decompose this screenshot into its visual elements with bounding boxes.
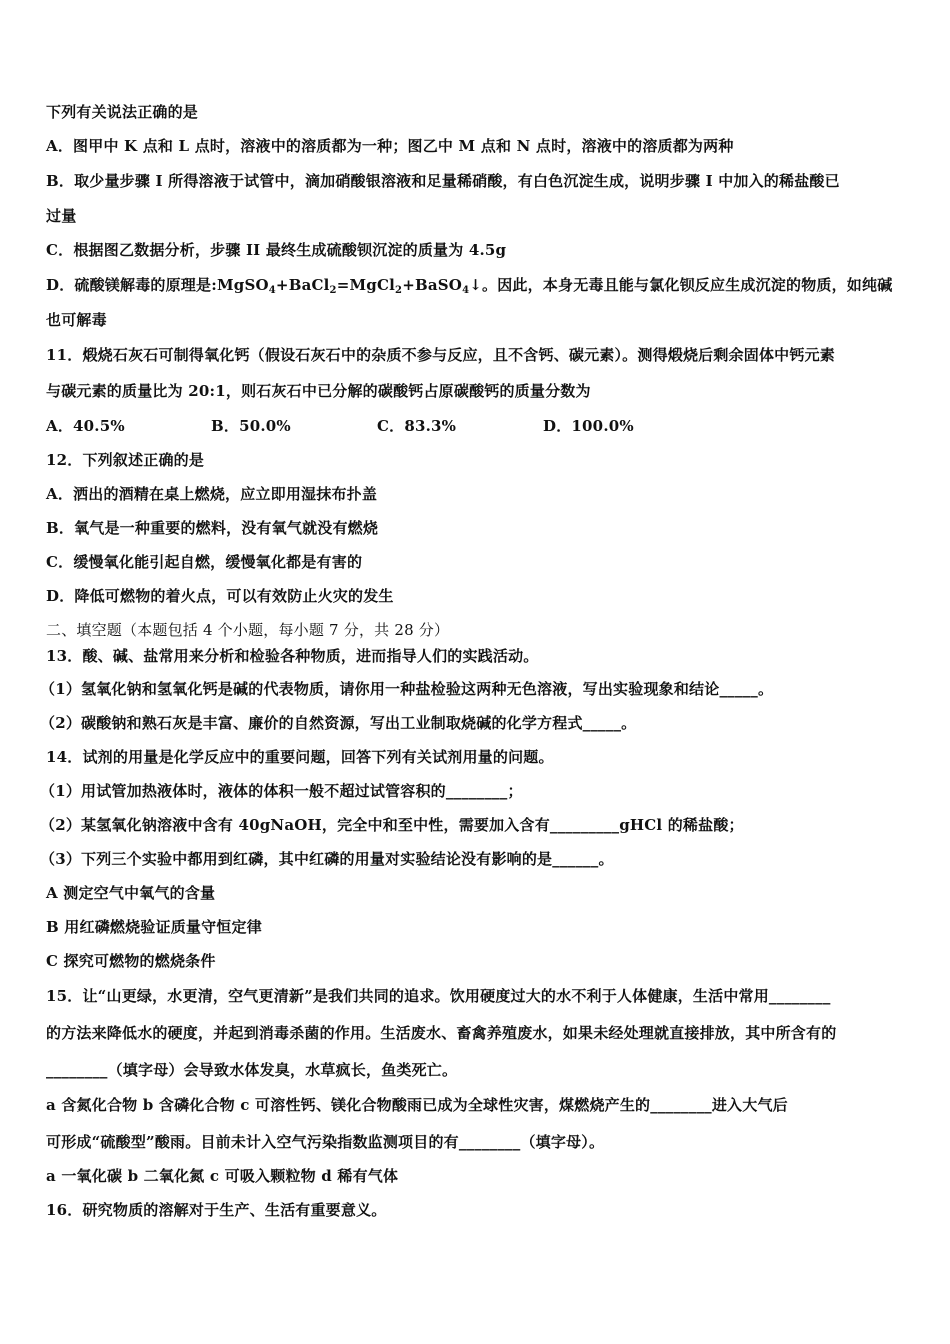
q11-stem-line1: 11．煅烧石灰石可制得氧化钙（假设石灰石中的杂质不参与反应，且不含钙、碳元素）。测得煅烧后剩余固体中钙元素 <box>46 346 835 364</box>
q11-option-a: A．40.5% <box>46 417 125 435</box>
q16-stem: 16．研究物质的溶解对于生产、生活有重要意义。 <box>46 1201 387 1219</box>
q14-part3: （3）下列三个实验中都用到红磷，其中红磷的用量对实验结论没有影响的是______。 <box>40 850 614 868</box>
q11-option-b: B．50.0% <box>211 417 291 435</box>
q10-option-b-line2: 过量 <box>46 207 77 225</box>
subscript: 4 <box>462 285 470 296</box>
q15-line4: a 含氮化合物 b 含磷化合物 c 可溶性钙、镁化合物酸雨已成为全球性灾害，煤燃烧产生的________进入大气后 <box>46 1096 788 1114</box>
q15-line2: 的方法来降低水的硬度，并起到消毒杀菌的作用。生活废水、畜禽养殖废水，如果未经处理就直接排放，其中所含有的 <box>46 1024 837 1042</box>
subscript: 2 <box>329 285 337 296</box>
q10-d-text: =MgCl <box>336 276 396 294</box>
q15-line1: 15．让“山更绿，水更清，空气更清新”是我们共同的追求。饮用硬度过大的水不利于人体健康，生活中常用________ <box>46 987 831 1005</box>
q10-option-c: C．根据图乙数据分析，步骤 II 最终生成硫酸钡沉淀的质量为 4.5g <box>46 241 507 259</box>
q14-choice-c: C 探究可燃物的燃烧条件 <box>46 952 216 970</box>
q12-option-a: A．洒出的酒精在桌上燃烧，应立即用湿抹布扑盖 <box>46 485 378 503</box>
q14-part2: （2）某氢氧化钠溶液中含有 40gNaOH，完全中和至中性，需要加入含有_________gHCl 的稀盐酸； <box>40 816 744 834</box>
q12-option-d: D．降低可燃物的着火点，可以有效防止火灾的发生 <box>46 587 394 605</box>
q14-choice-a: A 测定空气中氧气的含量 <box>46 884 216 902</box>
q15-line3: ________（填字母）会导致水体发臭，水草疯长，鱼类死亡。 <box>46 1061 458 1079</box>
q10-option-d-line1 <box>46 275 906 295</box>
subscript: 4 <box>268 285 276 296</box>
q10-d-text: +BaCl <box>275 276 330 294</box>
q10-option-b-line1: B．取少量步骤 I 所得溶液于试管中，滴加硝酸银溶液和足量稀硝酸，有白色沉淀生成，说明步骤 I 中加入的稀盐酸已 <box>46 172 840 190</box>
q11-stem-line2: 与碳元素的质量比为 20:1，则石灰石中已分解的碳酸钙占原碳酸钙的质量分数为 <box>46 382 591 400</box>
q10-stem: 下列有关说法正确的是 <box>46 103 199 121</box>
q15-line5: 可形成“硫酸型”酸雨。目前未计入空气污染指数监测项目的有________（填字母）。 <box>46 1133 605 1151</box>
q12-option-b: B．氧气是一种重要的燃料，没有氧气就没有燃烧 <box>46 519 379 537</box>
q15-line6: a 一氧化碳 b 二氧化氮 c 可吸入颗粒物 d 稀有气体 <box>46 1167 399 1185</box>
q12-option-c: C．缓慢氧化能引起自燃，缓慢氧化都是有害的 <box>46 553 363 571</box>
q10-d-text: D．硫酸镁解毒的原理是:MgSO <box>46 276 269 294</box>
section-2-heading: 二、填空题（本题包括 4 个小题，每小题 7 分，共 28 分） <box>46 621 450 639</box>
q10-d-text: ↓。因此，本身无毒且能与氯化钡反应生成沉淀的物质，如纯碱 <box>469 276 893 294</box>
q11-option-c: C．83.3% <box>377 417 457 435</box>
q14-part1: （1）用试管加热液体时，液体的体积一般不超过试管容积的________； <box>40 782 523 800</box>
q10-option-a: A．图甲中 K 点和 L 点时，溶液中的溶质都为一种；图乙中 M 点和 N 点时，溶液中的溶质都为两种 <box>46 137 734 155</box>
q12-stem: 12．下列叙述正确的是 <box>46 451 205 469</box>
q13-part2: （2）碳酸钠和熟石灰是丰富、廉价的自然资源，写出工业制取烧碱的化学方程式_____。 <box>40 714 637 732</box>
subscript: 2 <box>395 285 403 296</box>
q13-stem: 13．酸、碱、盐常用来分析和检验各种物质，进而指导人们的实践活动。 <box>46 647 539 665</box>
q13-part1: （1）氢氧化钠和氢氧化钙是碱的代表物质，请你用一种盐检验这两种无色溶液，写出实验现象和结论_____。 <box>40 680 774 698</box>
q11-options <box>46 416 906 436</box>
q11-option-d: D．100.0% <box>543 417 634 435</box>
q10-option-d-line2: 也可解毒 <box>46 311 107 329</box>
q10-d-text: +BaSO <box>402 276 463 294</box>
q14-stem: 14．试剂的用量是化学反应中的重要问题，回答下列有关试剂用量的问题。 <box>46 748 554 766</box>
q14-choice-b: B 用红磷燃烧验证质量守恒定律 <box>46 918 262 936</box>
